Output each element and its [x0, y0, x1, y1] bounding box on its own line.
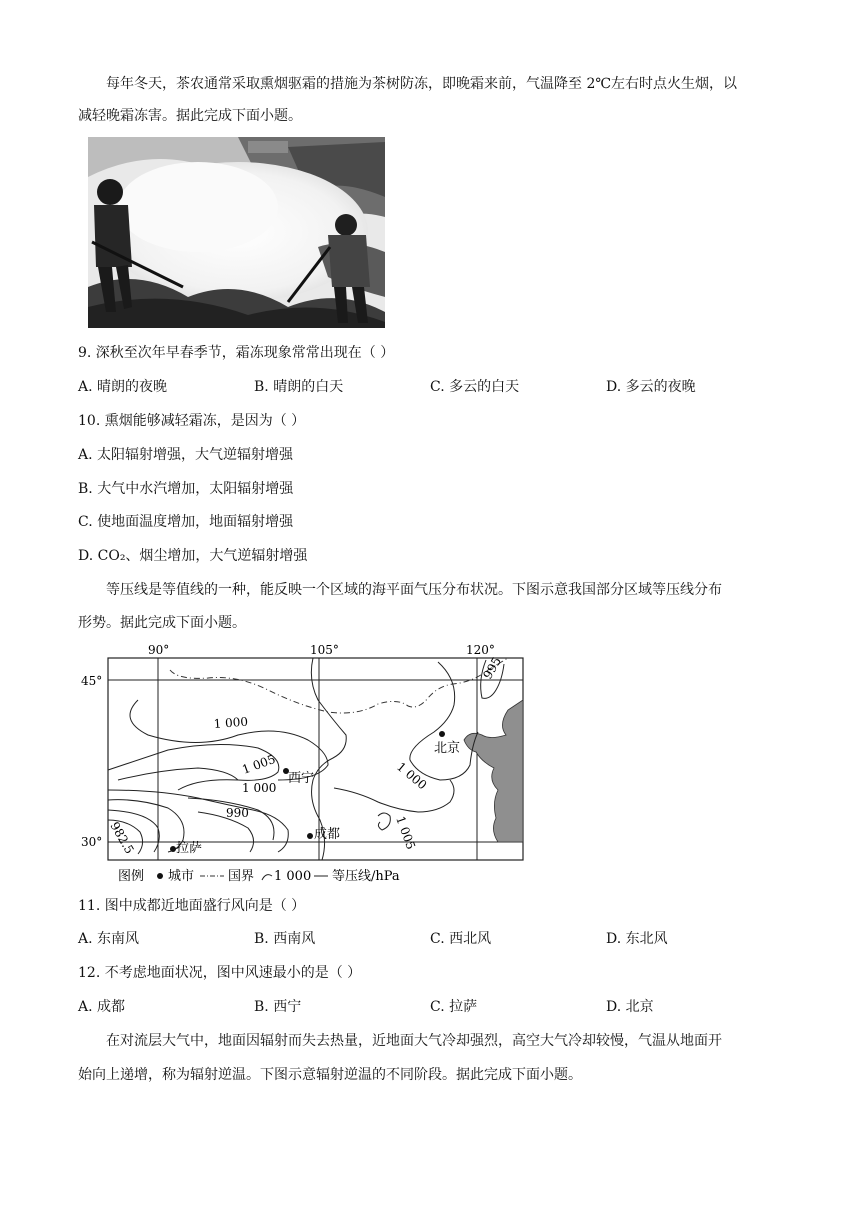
lat-label-30: 30°	[81, 835, 103, 849]
question-11-stem: 11. 图中成都近地面盛行风向是（ ）	[78, 898, 306, 914]
city-label-lhasa: 拉萨	[176, 841, 203, 856]
question-12-stem: 12. 不考虑地面状况，图中风速最小的是（ ）	[78, 965, 362, 981]
question-10-option-d[interactable]: D. CO₂、烟尘增加，大气逆辐射增强	[78, 548, 308, 564]
city-label-xining: 西宁	[288, 771, 315, 786]
question-11-option-d[interactable]: D. 东北风	[606, 931, 668, 947]
intro-paragraph-1-line-2: 减轻晚霜冻害。据此完成下面小题。	[78, 108, 302, 124]
legend-isobar-sample: 1 000	[274, 869, 312, 884]
question-12-option-b[interactable]: B. 西宁	[254, 999, 302, 1015]
intro-paragraph-2-line-2: 形势。据此完成下面小题。	[78, 615, 246, 631]
isobar-label: 990	[226, 806, 249, 820]
question-10-option-a[interactable]: A. 太阳辐射增强，大气逆辐射增强	[78, 447, 294, 463]
intro-paragraph-3-line-1: 在对流层大气中，地面因辐射而失去热量，近地面大气冷却强烈，高空大气冷却较慢，气温从地面开	[106, 1033, 722, 1049]
isobar-label: 1 005	[393, 814, 419, 852]
question-9-option-a[interactable]: A. 晴朗的夜晚	[78, 379, 168, 395]
question-12-option-c[interactable]: C. 拉萨	[430, 999, 478, 1015]
question-10-option-c[interactable]: C. 使地面温度增加，地面辐射增强	[78, 514, 294, 530]
question-11-option-c[interactable]: C. 西北风	[430, 931, 492, 947]
intro-paragraph-3-line-2: 始向上递增，称为辐射逆温。下图示意辐射逆温的不同阶段。据此完成下面小题。	[78, 1067, 582, 1083]
isobar-label: 995	[480, 654, 505, 682]
isobar-label: 1 000	[242, 781, 277, 795]
isobar	[334, 780, 454, 812]
isobar-label: 1 005	[240, 751, 278, 777]
question-11-option-a[interactable]: A. 东南风	[78, 931, 140, 947]
isobar-map	[78, 640, 528, 888]
lon-label-120: 120°	[466, 643, 495, 657]
legend-prefix: 图例	[118, 869, 145, 884]
question-9-stem: 9. 深秋至次年早春季节，霜冻现象常常出现在（ ）	[78, 345, 395, 361]
lon-label-90: 90°	[148, 643, 170, 657]
national-border	[170, 658, 508, 713]
question-11-option-b[interactable]: B. 西南风	[254, 931, 316, 947]
legend-isobar-label: 等压线/hPa	[332, 869, 400, 884]
question-9-option-b[interactable]: B. 晴朗的白天	[254, 379, 344, 395]
legend-isobar-symbol	[262, 875, 272, 880]
isobar	[130, 700, 328, 780]
tea-farmers-smoke-photo	[88, 137, 385, 328]
isobar	[378, 813, 390, 830]
question-10-stem: 10. 熏烟能够减轻霜冻，是因为（ ）	[78, 413, 306, 429]
question-9-option-c[interactable]: C. 多云的白天	[430, 379, 520, 395]
question-12-option-d[interactable]: D. 北京	[606, 999, 654, 1015]
coastal-land	[476, 700, 523, 842]
isobar-label: 1 000	[394, 759, 430, 793]
question-12-option-a[interactable]: A. 成都	[78, 999, 126, 1015]
city-label-beijing: 北京	[434, 741, 461, 756]
isobar-label: 1 000	[213, 714, 249, 731]
city-label-chengdu: 成都	[314, 827, 341, 842]
city-marker-chengdu	[307, 833, 313, 839]
lat-label-45: 45°	[81, 674, 103, 688]
city-marker-beijing	[439, 731, 445, 737]
lon-label-105: 105°	[310, 643, 339, 657]
isobar-label: 982.5	[107, 819, 137, 857]
intro-paragraph-2-line-1: 等压线是等值线的一种，能反映一个区域的海平面气压分布状况。下图示意我国部分区域等压线分布	[106, 582, 722, 598]
legend-city-label: 城市	[168, 869, 195, 884]
intro-paragraph-1-line-1: 每年冬天，茶农通常采取熏烟驱霜的措施为茶树防冻，即晚霜来前，气温降至 2℃左右时点火生烟，以	[106, 76, 738, 92]
legend-border-label: 国界	[228, 869, 255, 884]
isobar	[118, 768, 238, 780]
question-10-option-b[interactable]: B. 大气中水汽增加，太阳辐射增强	[78, 481, 294, 497]
legend-city-dot	[157, 873, 163, 879]
question-9-option-d[interactable]: D. 多云的夜晚	[606, 379, 696, 395]
